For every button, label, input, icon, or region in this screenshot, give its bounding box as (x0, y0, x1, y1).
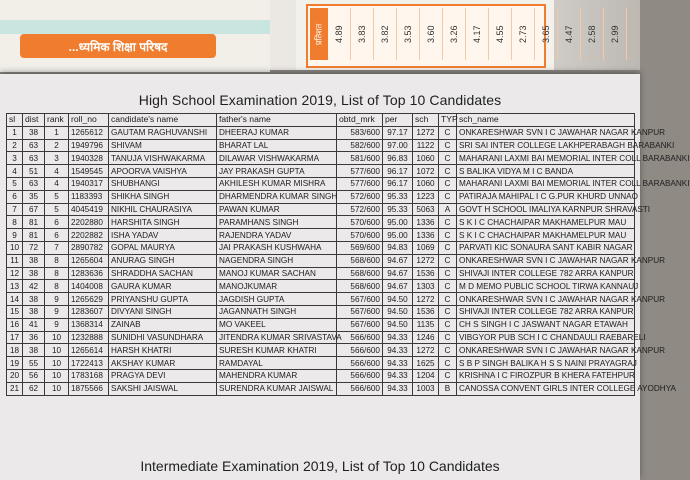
cell-percentage: 95.33 (383, 203, 413, 216)
cell-sl: 1 (7, 126, 23, 139)
percentage-value: 3.65 (535, 8, 558, 60)
table-row (7, 318, 635, 331)
table-row (7, 126, 635, 139)
cell-marks: 566/600 (337, 382, 383, 395)
cell-sl: 2 (7, 139, 23, 152)
table-row (7, 344, 635, 357)
cell-percentage: 94.67 (383, 267, 413, 280)
cell-school-code: 1223 (413, 190, 439, 203)
cell-type: C (439, 165, 457, 178)
cell-percentage: 94.50 (383, 305, 413, 318)
cell-school-code: 1336 (413, 216, 439, 229)
table-row (7, 254, 635, 267)
page-title: High School Examination 2019, List of Top 10 Candidates (138, 92, 502, 108)
cell-school-code: 1204 (413, 369, 439, 382)
cell-school-name: PARVATI KIC SONAURA SANT KABIR NAGAR (457, 241, 635, 254)
cell-rank: 5 (45, 190, 69, 203)
cell-school-name: ONKARESHWAR SVN I C JAWAHAR NAGAR KANPUR (457, 254, 635, 267)
cell-sl: 17 (7, 331, 23, 344)
col-header-marks: obtd_mrk (337, 114, 383, 127)
cell-rank: 10 (45, 382, 69, 395)
cell-father-name: DHARMENDRA KUMAR SINGH (217, 190, 337, 203)
cell-rank: 4 (45, 165, 69, 178)
cell-roll-no: 1265604 (69, 254, 109, 267)
cell-dist: 41 (23, 318, 45, 331)
cell-candidate-name: GOPAL MAURYA (109, 241, 217, 254)
cell-percentage: 94.67 (383, 254, 413, 267)
cell-father-name: RAJENDRA YADAV (217, 229, 337, 242)
cell-marks: 569/600 (337, 241, 383, 254)
cell-roll-no: 1283636 (69, 267, 109, 280)
cell-dist: 63 (23, 139, 45, 152)
percentage-value: 2.58 (581, 8, 604, 60)
cell-sl: 5 (7, 177, 23, 190)
cell-candidate-name: ISHA YADAV (109, 229, 217, 242)
cell-dist: 36 (23, 331, 45, 344)
percentage-value: 2.99 (604, 8, 627, 60)
cell-father-name: PARAMHANS SINGH (217, 216, 337, 229)
result-percentage-card (296, 0, 620, 70)
cell-candidate-name: TANUJA VISHWAKARMA (109, 152, 217, 165)
top-candidates-table (6, 113, 690, 396)
col-header-candidate-name: candidate's name (109, 114, 217, 127)
cell-marks: 568/600 (337, 267, 383, 280)
cell-school-code: 1060 (413, 177, 439, 190)
cell-father-name: JAGDISH GUPTA (217, 293, 337, 306)
table-row (7, 382, 635, 395)
cell-sl: 20 (7, 369, 23, 382)
cell-school-code: 1272 (413, 293, 439, 306)
cell-father-name: DILAWAR VISHWAKARMA (217, 152, 337, 165)
table-row (7, 293, 635, 306)
cell-type: C (439, 305, 457, 318)
cell-father-name: RAMDAYAL (217, 357, 337, 370)
cell-type: C (439, 216, 457, 229)
cell-school-code: 1060 (413, 152, 439, 165)
cell-rank: 7 (45, 241, 69, 254)
table-row (7, 165, 635, 178)
cell-father-name: AKHILESH KUMAR MISHRA (217, 177, 337, 190)
cell-school-name: S BALIKA VIDYA M I C BANDA (457, 165, 635, 178)
cell-rank: 10 (45, 331, 69, 344)
col-header-roll-no: roll_no (69, 114, 109, 127)
cell-father-name: SURENDRA KUMAR JAISWAL (217, 382, 337, 395)
cell-marks: 570/600 (337, 229, 383, 242)
cell-type: C (439, 254, 457, 267)
cell-sl: 12 (7, 267, 23, 280)
cell-candidate-name: HARSHITA SINGH (109, 216, 217, 229)
cell-candidate-name: GAURA KUMAR (109, 280, 217, 293)
cell-marks: 566/600 (337, 331, 383, 344)
cell-roll-no: 1404008 (69, 280, 109, 293)
cell-candidate-name: ZAINAB (109, 318, 217, 331)
table-row (7, 241, 635, 254)
table-row (7, 216, 635, 229)
percentage-strip (310, 8, 627, 60)
cell-type: C (439, 152, 457, 165)
table-row (7, 152, 635, 165)
cell-dist: 35 (23, 190, 45, 203)
table-row (7, 369, 635, 382)
cell-type: C (439, 126, 457, 139)
cell-candidate-name: SHRADDHA SACHAN (109, 267, 217, 280)
cell-type: C (439, 344, 457, 357)
cell-school-code: 1003 (413, 382, 439, 395)
cell-sl: 21 (7, 382, 23, 395)
cell-rank: 3 (45, 152, 69, 165)
cell-school-code: 1536 (413, 267, 439, 280)
percentage-value: 3.83 (351, 8, 374, 60)
cell-dist: 55 (23, 357, 45, 370)
cell-roll-no: 1549545 (69, 165, 109, 178)
cell-percentage: 94.33 (383, 331, 413, 344)
cell-father-name: MO VAKEEL (217, 318, 337, 331)
cell-sl: 10 (7, 241, 23, 254)
table-row (7, 177, 635, 190)
cell-percentage: 94.83 (383, 241, 413, 254)
cell-type: C (439, 293, 457, 306)
cell-rank: 2 (45, 139, 69, 152)
board-banner: ...ध्यमिक शिक्षा परिषद (20, 34, 216, 58)
cell-roll-no: 1722413 (69, 357, 109, 370)
cell-school-name: S K I C CHACHAIPAR MAKHAMELPUR MAU (457, 229, 635, 242)
cell-rank: 1 (45, 126, 69, 139)
cell-rank: 6 (45, 216, 69, 229)
col-header-type: TYP (439, 114, 457, 127)
cell-school-name: S K I C CHACHAIPAR MAKHAMELPUR MAU (457, 216, 635, 229)
cell-rank: 9 (45, 293, 69, 306)
cell-type: C (439, 357, 457, 370)
cell-rank: 6 (45, 229, 69, 242)
cell-father-name: JAI PRAKASH KUSHWAHA (217, 241, 337, 254)
cell-candidate-name: SHIKHA SINGH (109, 190, 217, 203)
cell-school-name: CANOSSA CONVENT GIRLS INTER COLLEGE AYODHYA (457, 382, 635, 395)
board-letterhead-fragment (0, 0, 270, 72)
table-row (7, 203, 635, 216)
percentage-value: 2.73 (512, 8, 535, 60)
table-row (7, 139, 635, 152)
cell-marks: 568/600 (337, 254, 383, 267)
cell-sl: 9 (7, 229, 23, 242)
cell-candidate-name: SHUBHANGI (109, 177, 217, 190)
cell-percentage: 97.00 (383, 139, 413, 152)
table-row (7, 267, 635, 280)
table-row (7, 331, 635, 344)
cell-sl: 8 (7, 216, 23, 229)
cell-father-name: DHEERAJ KUMAR (217, 126, 337, 139)
cell-marks: 567/600 (337, 293, 383, 306)
cell-roll-no: 1783168 (69, 369, 109, 382)
cell-school-name: PATIRAJA MAHIPAL I C G.PUR KHURD UNNAO (457, 190, 635, 203)
percentage-value: 3.60 (420, 8, 443, 60)
cell-percentage: 96.83 (383, 152, 413, 165)
cell-father-name: BHARAT LAL (217, 139, 337, 152)
cell-candidate-name: SHIVAM (109, 139, 217, 152)
cell-school-code: 1536 (413, 305, 439, 318)
cell-dist: 38 (23, 126, 45, 139)
cell-percentage: 96.17 (383, 165, 413, 178)
letterhead-strip (0, 20, 270, 34)
cell-sl: 14 (7, 293, 23, 306)
cell-rank: 10 (45, 357, 69, 370)
percentage-value: 3.26 (443, 8, 466, 60)
cell-roll-no: 1875566 (69, 382, 109, 395)
cell-percentage: 94.67 (383, 280, 413, 293)
cell-dist: 38 (23, 293, 45, 306)
col-header-rank: rank (45, 114, 69, 127)
results-paper (0, 74, 690, 480)
cell-school-code: 1272 (413, 126, 439, 139)
cell-marks: 572/600 (337, 203, 383, 216)
cell-roll-no: 4045419 (69, 203, 109, 216)
cell-father-name: JAY PRAKASH GUPTA (217, 165, 337, 178)
cell-rank: 10 (45, 369, 69, 382)
cell-sl: 19 (7, 357, 23, 370)
cell-school-name: KRISHNA I C FIROZPUR B KHERA FATEHPUR (457, 369, 635, 382)
cell-school-code: 1272 (413, 344, 439, 357)
cell-marks: 582/600 (337, 139, 383, 152)
cell-dist: 51 (23, 165, 45, 178)
cell-sl: 7 (7, 203, 23, 216)
cell-rank: 5 (45, 203, 69, 216)
cell-candidate-name: HARSH KHATRI (109, 344, 217, 357)
cell-roll-no: 1183393 (69, 190, 109, 203)
cell-candidate-name: NIKHIL CHAURASIYA (109, 203, 217, 216)
cell-marks: 570/600 (337, 216, 383, 229)
cell-percentage: 96.17 (383, 177, 413, 190)
cell-marks: 583/600 (337, 126, 383, 139)
cell-school-code: 1303 (413, 280, 439, 293)
cell-roll-no: 1265629 (69, 293, 109, 306)
table-header-row (7, 114, 635, 127)
cell-marks: 566/600 (337, 357, 383, 370)
cell-type: C (439, 139, 457, 152)
cell-father-name: NAGENDRA SINGH (217, 254, 337, 267)
cell-rank: 8 (45, 254, 69, 267)
cell-marks: 577/600 (337, 165, 383, 178)
cell-roll-no: 1368314 (69, 318, 109, 331)
cell-school-code: 1272 (413, 254, 439, 267)
cell-rank: 9 (45, 305, 69, 318)
cell-type: C (439, 280, 457, 293)
cell-percentage: 94.50 (383, 318, 413, 331)
cell-dist: 72 (23, 241, 45, 254)
cell-roll-no: 1283607 (69, 305, 109, 318)
cell-type: C (439, 229, 457, 242)
cell-candidate-name: PRIYANSHU GUPTA (109, 293, 217, 306)
cell-school-code: 1336 (413, 229, 439, 242)
cell-school-name: GOVT H SCHOOL IMALIYA KARNPUR SHRAVASTI (457, 203, 635, 216)
cell-school-name: S B P SINGH BALIKA H S S NAINI PRAYAGRAJ (457, 357, 635, 370)
cell-father-name: JAGANNATH SINGH (217, 305, 337, 318)
cell-type: C (439, 267, 457, 280)
cell-percentage: 94.50 (383, 293, 413, 306)
table-row (7, 280, 635, 293)
cell-father-name: MANOJKUMAR (217, 280, 337, 293)
cell-sl: 13 (7, 280, 23, 293)
col-header-percentage: per (383, 114, 413, 127)
table-row (7, 190, 635, 203)
col-header-sl: sl (7, 114, 23, 127)
cell-school-name: ONKARESHWAR SVN I C JAWAHAR NAGAR KANPUR (457, 344, 635, 357)
cell-sl: 15 (7, 305, 23, 318)
cell-sl: 18 (7, 344, 23, 357)
cell-sl: 11 (7, 254, 23, 267)
cell-school-name: MAHARANI LAXMI BAI MEMORIAL INTER COLL BARABANKI (457, 177, 635, 190)
percentage-value: 3.82 (374, 8, 397, 60)
cell-school-name: SHIVAJI INTER COLLEGE 782 ARRA KANPUR (457, 305, 635, 318)
cell-sl: 4 (7, 165, 23, 178)
percentage-value: 4.47 (558, 8, 581, 60)
cell-percentage: 94.33 (383, 357, 413, 370)
cell-candidate-name: SAKSHI JAISWAL (109, 382, 217, 395)
cell-school-name: CH S SINGH I C JASWANT NAGAR ETAWAH (457, 318, 635, 331)
cell-rank: 8 (45, 267, 69, 280)
cell-percentage: 95.33 (383, 190, 413, 203)
cell-roll-no: 1940328 (69, 152, 109, 165)
percentage-value: 4.55 (489, 8, 512, 60)
percentage-value: 3.53 (397, 8, 420, 60)
cell-marks: 577/600 (337, 177, 383, 190)
cell-percentage: 95.00 (383, 216, 413, 229)
cell-sl: 3 (7, 152, 23, 165)
cell-dist: 81 (23, 216, 45, 229)
table-row (7, 229, 635, 242)
cell-dist: 38 (23, 344, 45, 357)
cell-father-name: JITENDRA KUMAR SRIVASTAVA (217, 331, 337, 344)
next-section-title: Intermediate Examination 2019, List of Top 10 Candidates (140, 458, 500, 474)
cell-dist: 67 (23, 203, 45, 216)
cell-school-code: 1122 (413, 139, 439, 152)
cell-school-name: SHIVAJI INTER COLLEGE 782 ARRA KANPUR (457, 267, 635, 280)
cell-school-code: 1069 (413, 241, 439, 254)
table-row (7, 357, 635, 370)
cell-marks: 581/600 (337, 152, 383, 165)
cell-father-name: PAWAN KUMAR (217, 203, 337, 216)
cell-marks: 566/600 (337, 344, 383, 357)
cell-father-name: SURESH KUMAR KHATRI (217, 344, 337, 357)
cell-marks: 572/600 (337, 190, 383, 203)
cell-percentage: 95.00 (383, 229, 413, 242)
cell-candidate-name: APOORVA VAISHYA (109, 165, 217, 178)
cell-type: B (439, 382, 457, 395)
cell-type: C (439, 369, 457, 382)
cell-dist: 63 (23, 177, 45, 190)
table-row (7, 305, 635, 318)
cell-marks: 568/600 (337, 280, 383, 293)
cell-type: A (439, 203, 457, 216)
cell-roll-no: 2890782 (69, 241, 109, 254)
cell-roll-no: 2202880 (69, 216, 109, 229)
cell-type: C (439, 241, 457, 254)
cell-type: C (439, 190, 457, 203)
cell-dist: 38 (23, 254, 45, 267)
cell-school-code: 1135 (413, 318, 439, 331)
cell-dist: 81 (23, 229, 45, 242)
cell-school-name: SRI SAI INTER COLLEGE LAKHPERABAGH BARABANKI (457, 139, 635, 152)
cell-dist: 38 (23, 305, 45, 318)
cell-dist: 42 (23, 280, 45, 293)
col-header-dist: dist (23, 114, 45, 127)
cell-school-code: 5063 (413, 203, 439, 216)
cell-candidate-name: AKSHAY KUMAR (109, 357, 217, 370)
cell-candidate-name: SUNIDHI VASUNDHARA (109, 331, 217, 344)
cell-school-name: ONKARESHWAR SVN I C JAWAHAR NAGAR KANPUR (457, 126, 635, 139)
cell-roll-no: 1949796 (69, 139, 109, 152)
cell-marks: 567/600 (337, 305, 383, 318)
cell-candidate-name: PRAGYA DEVI (109, 369, 217, 382)
cell-sl: 16 (7, 318, 23, 331)
cell-school-name: M D MEMO PUBLIC SCHOOL TIRWA KANNAUJ (457, 280, 635, 293)
cell-roll-no: 2202882 (69, 229, 109, 242)
cell-dist: 63 (23, 152, 45, 165)
cell-dist: 56 (23, 369, 45, 382)
cell-school-code: 1625 (413, 357, 439, 370)
cell-school-code: 1072 (413, 165, 439, 178)
cell-school-name: MAHARANI LAXMI BAI MEMORIAL INTER COLL BARABANKI (457, 152, 635, 165)
cell-marks: 566/600 (337, 369, 383, 382)
cell-school-name: ONKARESHWAR SVN I C JAWAHAR NAGAR KANPUR (457, 293, 635, 306)
percentage-value: 4.17 (466, 8, 489, 60)
cell-rank: 10 (45, 344, 69, 357)
cell-roll-no: 1265612 (69, 126, 109, 139)
cell-sl: 6 (7, 190, 23, 203)
cell-father-name: MAHENDRA KUMAR (217, 369, 337, 382)
cell-dist: 62 (23, 382, 45, 395)
cell-father-name: MANOJ KUMAR SACHAN (217, 267, 337, 280)
cell-percentage: 94.33 (383, 382, 413, 395)
cell-roll-no: 1265614 (69, 344, 109, 357)
cell-rank: 4 (45, 177, 69, 190)
cell-percentage: 94.33 (383, 344, 413, 357)
cell-dist: 38 (23, 267, 45, 280)
cell-candidate-name: DIVYANI SINGH (109, 305, 217, 318)
percentage-value: 4.89 (328, 8, 351, 60)
cell-school-code: 1246 (413, 331, 439, 344)
percentage-label: प्रतिशत (310, 8, 328, 60)
cell-percentage: 94.33 (383, 369, 413, 382)
cell-percentage: 97.17 (383, 126, 413, 139)
cell-marks: 567/600 (337, 318, 383, 331)
cell-rank: 8 (45, 280, 69, 293)
cell-roll-no: 1940317 (69, 177, 109, 190)
cell-type: C (439, 318, 457, 331)
col-header-school-code: sch (413, 114, 439, 127)
cell-school-name: VIBGYOR PUB SCH I C CHANDAULI RAEBARELI (457, 331, 635, 344)
col-header-father-name: father's name (217, 114, 337, 127)
cell-type: C (439, 177, 457, 190)
cell-candidate-name: GAUTAM RAGHUVANSHI (109, 126, 217, 139)
col-header-school-name: sch_name (457, 114, 635, 127)
cell-roll-no: 1232888 (69, 331, 109, 344)
cell-type: C (439, 331, 457, 344)
cell-rank: 9 (45, 318, 69, 331)
cell-candidate-name: ANURAG SINGH (109, 254, 217, 267)
